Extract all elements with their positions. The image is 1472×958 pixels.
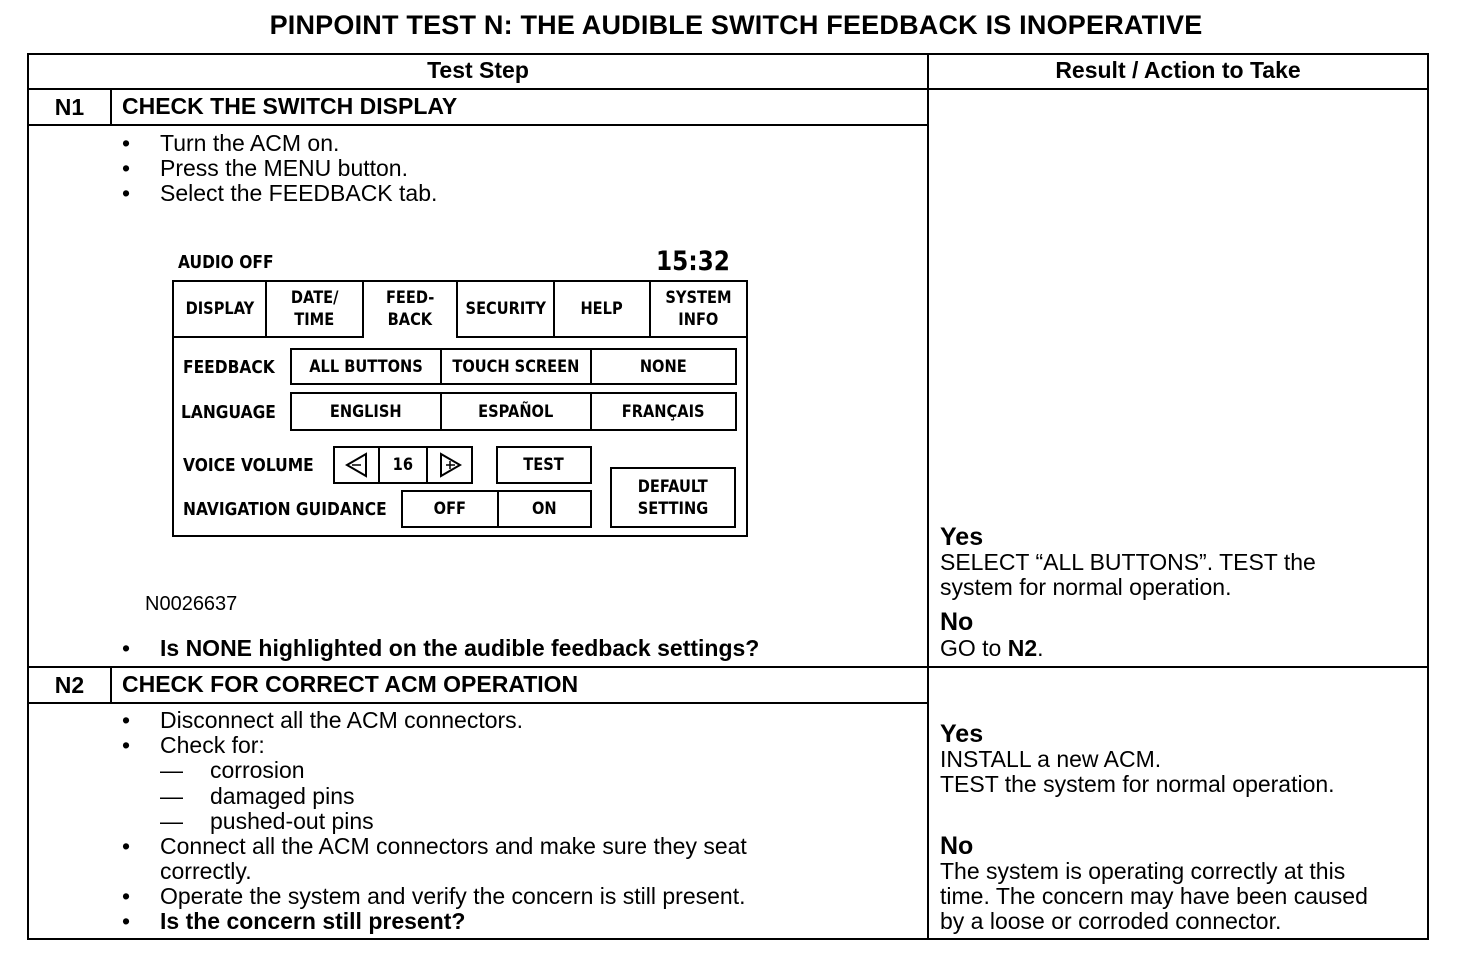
column-header-test-step: Test Step	[427, 57, 529, 83]
language-english-button[interactable]: ENGLISH	[330, 401, 402, 422]
instruction-item: Check for:	[160, 732, 265, 758]
result-no-label-n1: No	[940, 608, 974, 636]
result-yes-text-n1: system for normal operation.	[940, 574, 1232, 600]
dash-icon: —	[160, 783, 183, 809]
instruction-item: Connect all the ACM connectors and make sure they seat	[160, 833, 747, 859]
dash-icon: —	[160, 808, 183, 834]
result-no-text-n2: The system is operating correctly at this	[940, 858, 1346, 884]
step-heading-n1: CHECK THE SWITCH DISPLAY	[122, 93, 458, 119]
audio-status-label: AUDIO OFF	[178, 252, 274, 273]
instruction-item: Disconnect all the ACM connectors.	[160, 707, 524, 733]
result-yes-text-n2: TEST the system for normal operation.	[940, 771, 1335, 797]
bullet-icon: •	[122, 883, 131, 909]
language-setting-label: LANGUAGE	[181, 402, 276, 423]
bullet-icon: •	[122, 180, 131, 206]
volume-up-button[interactable]	[428, 448, 471, 482]
result-no-text-n2: time. The concern may have been caused	[940, 883, 1368, 909]
bullet-icon: •	[122, 833, 131, 859]
tab-security[interactable]: SECURITY	[465, 299, 546, 319]
bullet-icon: •	[122, 908, 131, 934]
step-question-n1: Is NONE highlighted on the audible feedback settings?	[160, 635, 760, 661]
voice-test-button[interactable]: TEST	[523, 455, 565, 475]
tab-display[interactable]: DISPLAY	[185, 299, 254, 319]
default-setting-button[interactable]: DEFAULT SETTING	[637, 476, 709, 519]
result-no-text-n1: GO to N2.	[940, 635, 1044, 661]
instruction-item: Turn the ACM on.	[160, 130, 340, 156]
navigation-guidance-label: NAVIGATION GUIDANCE	[183, 499, 387, 520]
feedback-setting-label: FEEDBACK	[183, 357, 275, 378]
left-triangle-icon	[344, 452, 370, 478]
step-heading-n2: CHECK FOR CORRECT ACM OPERATION	[122, 671, 579, 697]
feedback-none-button[interactable]: NONE	[640, 356, 687, 377]
instruction-item: Select the FEEDBACK tab.	[160, 180, 438, 206]
tab-date-time[interactable]: DATE/ TIME	[290, 288, 339, 330]
column-header-result: Result / Action to Take	[1055, 57, 1301, 83]
tab-feedback[interactable]: FEED- BACK	[385, 288, 435, 330]
result-yes-label-n2: Yes	[940, 720, 984, 748]
result-yes-label-n1: Yes	[940, 523, 984, 551]
figure-id: N0026637	[145, 593, 238, 615]
bullet-icon: •	[122, 707, 131, 733]
bullet-icon: •	[122, 732, 131, 758]
feedback-touch-screen-button[interactable]: TOUCH SCREEN	[452, 356, 580, 377]
check-item: pushed-out pins	[210, 808, 374, 834]
page-title: PINPOINT TEST N: THE AUDIBLE SWITCH FEEDBACK IS INOPERATIVE	[269, 10, 1203, 40]
instruction-item: Operate the system and verify the concern is still present.	[160, 883, 746, 909]
result-no-label-n2: No	[940, 832, 974, 860]
language-francais-button[interactable]: FRANÇAIS	[622, 401, 705, 422]
voice-volume-label: VOICE VOLUME	[183, 455, 314, 476]
feedback-all-buttons-button[interactable]: ALL BUTTONS	[309, 356, 423, 377]
result-yes-text-n2: INSTALL a new ACM.	[940, 746, 1162, 772]
volume-down-button[interactable]	[335, 448, 378, 482]
tab-system-info[interactable]: SYSTEM INFO	[665, 288, 732, 330]
dash-icon: —	[160, 757, 183, 783]
tab-help[interactable]: HELP	[580, 299, 624, 319]
step-id-n2: N2	[54, 672, 85, 698]
volume-value: 16	[392, 455, 414, 475]
bullet-icon: •	[122, 155, 131, 181]
instruction-item: Press the MENU button.	[160, 155, 408, 181]
goto-step-link[interactable]: N2	[1007, 635, 1038, 661]
check-item: corrosion	[210, 757, 305, 783]
bullet-icon: •	[122, 130, 131, 156]
result-yes-text-n1: SELECT “ALL BUTTONS”. TEST the	[940, 549, 1316, 575]
instruction-item-continued: correctly.	[160, 858, 252, 884]
step-question-n2: Is the concern still present?	[160, 908, 466, 934]
clock-display: 15:32	[656, 246, 730, 277]
language-espanol-button[interactable]: ESPAÑOL	[478, 401, 554, 422]
bullet-icon: •	[122, 635, 131, 661]
check-item: damaged pins	[210, 783, 355, 809]
right-triangle-icon	[437, 452, 463, 478]
nav-guidance-off-button[interactable]: OFF	[433, 499, 467, 519]
nav-guidance-on-button[interactable]: ON	[532, 499, 557, 519]
result-no-text-n2: by a loose or corroded connector.	[940, 908, 1282, 934]
step-id-n1: N1	[54, 94, 85, 120]
